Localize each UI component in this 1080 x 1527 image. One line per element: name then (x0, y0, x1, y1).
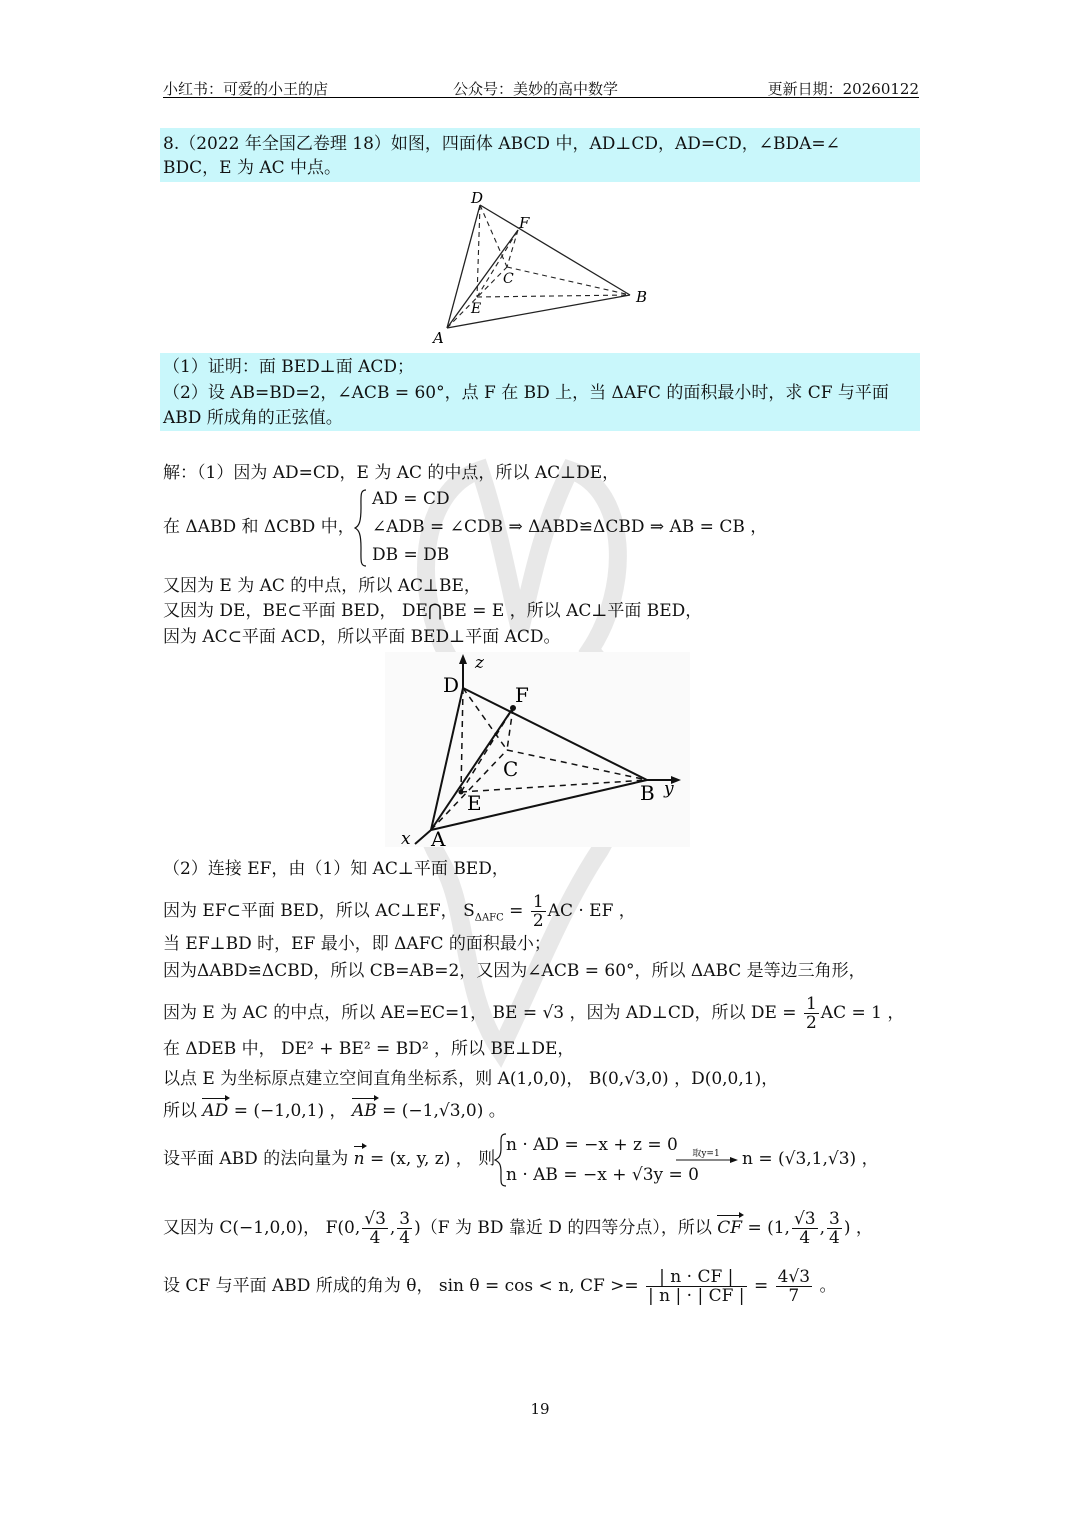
brace-1-icon (354, 488, 368, 568)
solution2-line-11: 设 CF 与平面 ABD 所成的角为 θ， sin θ = cos < n, CF >= $\frac{| n \cdot CF |}{| n | \cdot | CF |}$ = $\frac{4√3}{7}$ 。 (163, 1267, 837, 1306)
fraction-sqrt3-4: $\frac{√3}{4}$ (364, 1209, 386, 1248)
solution2-line-3: 当 EF⊥BD 时，EF 最小，即 ΔAFC 的面积最小； (163, 934, 551, 954)
problem-line-1: 8.（2022 年全国乙卷理 18）如图，四面体 ABCD 中，AD⊥CD，AD=CD，∠BDA=∠ (163, 134, 840, 154)
solution-line-4: 又因为 DE，BE⊂平面 BED， DE⋂BE = E ，所以 AC⊥平面 BED， (163, 601, 703, 621)
fraction-half-2: $\frac{1}{2}$ (805, 994, 817, 1033)
page-number: 19 (530, 1400, 550, 1418)
long-arrow-icon (676, 1156, 738, 1164)
fraction-3-4: $\frac{3}{4}$ (399, 1209, 411, 1248)
solution-line-2-prefix: 在 ΔABD 和 ΔCBD 中， (163, 517, 355, 537)
solution2-line-7: 以点 E 为坐标原点建立空间直角坐标系，则 A(1,0,0)， B(0,√3,0) ，D(0,0,1)， (163, 1069, 779, 1089)
solution2-line-10: 又因为 C(−1,0,0)， F(0, $\frac{√3}{4}$ , $\frac{3}{4}$ )（F 为 BD 靠近 D 的四等分点），所以 CF = (1, $\frac{√3}{4}$ , $\frac{3}{4}$ ) ， (163, 1209, 873, 1248)
header-center: 公众号：美妙的高中数学 (453, 80, 619, 98)
fig1-label-C: C (503, 271, 514, 287)
arrow-label: 取y=1 (692, 1149, 720, 1159)
solution-line-5: 因为 AC⊂平面 ACD，所以平面 BED⊥平面 ACD。 (163, 627, 561, 647)
brace-1-row-1: AD = CD (372, 489, 450, 509)
solution2-line-6: 在 ΔDEB 中， DE² + BE² = BD² ，所以 BE⊥DE， (163, 1039, 575, 1059)
solution2-line-2: 因为 EF⊂平面 BED，所以 AC⊥EF， $S_{\Delta AFC}$ = $\frac{1}{2}$ AC · EF ， (163, 892, 636, 931)
fig2-label-F: F (515, 683, 529, 707)
solution2-line-9-prefix: 设平面 ABD 的法向量为 n = (x, y, z) ， 则 (163, 1149, 496, 1169)
brace-1-row-2: ∠ADB = ∠CDB ⇒ ΔABD≌ΔCBD ⇒ AB = CB ， (372, 517, 768, 537)
fig1-label-B: B (636, 288, 648, 306)
question-1: （1）证明：面 BED⊥面 ACD； (163, 357, 415, 377)
fig2-label-B: B (640, 781, 655, 805)
fig2-label-C: C (503, 757, 519, 781)
brace-2-row-1: n · AD = −x + z = 0 (506, 1135, 678, 1155)
solution2-line-4: 因为ΔABD≌ΔCBD，所以 CB=AB=2，又因为∠ACB = 60°，所以 ΔABC 是等边三角形， (163, 961, 866, 981)
fig2-label-E: E (467, 791, 482, 815)
fig2-label-z: z (475, 653, 484, 673)
fig1-label-F: F (519, 214, 530, 232)
solution2-line-8: 所以 AD = (−1,0,1) ， AB = (−1,√3,0) 。 (163, 1101, 506, 1121)
solution-line-1: 解：（1）因为 AD=CD，E 为 AC 的中点，所以 AC⊥DE， (163, 463, 620, 483)
fig2-label-y: y (664, 779, 674, 799)
fig2-label-x: x (401, 829, 411, 847)
fig1-label-A: A (433, 329, 444, 345)
solution-line-3: 又因为 E 为 AC 的中点，所以 AC⊥BE， (163, 576, 481, 596)
fig2-label-D: D (443, 673, 460, 697)
question-2-line-2: ABD 所成角的正弦值。 (163, 408, 343, 428)
header-left: 小红书：可爱的小王的店 (163, 80, 329, 98)
question-2-line-1: （2）设 AB=BD=2，∠ACB = 60°，点 F 在 BD 上，当 ΔAFC 的面积最小时，求 CF 与平面 (163, 383, 889, 403)
fraction-half: $\frac{1}{2}$ (532, 892, 544, 931)
fraction-sine: $\frac{| n \cdot CF |}{| n | \cdot | CF |}$ (648, 1267, 745, 1306)
solution2-line-1: （2）连接 EF，由（1）知 AC⊥平面 BED， (163, 859, 509, 879)
normal-vector-result: n = (√3,1,√3) ， (742, 1149, 879, 1169)
fig1-label-D: D (471, 189, 484, 207)
problem-line-2: BDC，E 为 AC 中点。 (163, 158, 342, 178)
tetrahedron-figure (425, 185, 665, 345)
brace-1-row-3: DB = DB (372, 545, 450, 565)
solution2-line-5: 因为 E 为 AC 的中点，所以 AE=EC=1， BE = √3 ，因为 AD⊥CD，所以 DE = $\frac{1}{2}$ AC = 1 ， (163, 994, 905, 1033)
brace-2-row-2: n · AB = −x + √3y = 0 (506, 1165, 699, 1185)
header-rule (163, 97, 919, 98)
coordinate-figure (385, 652, 690, 847)
fraction-result: $\frac{4√3}{7}$ (777, 1267, 811, 1306)
fig1-label-E: E (471, 301, 482, 317)
fig2-label-A: A (431, 827, 446, 847)
header-right: 更新日期：20260122 (767, 80, 919, 98)
